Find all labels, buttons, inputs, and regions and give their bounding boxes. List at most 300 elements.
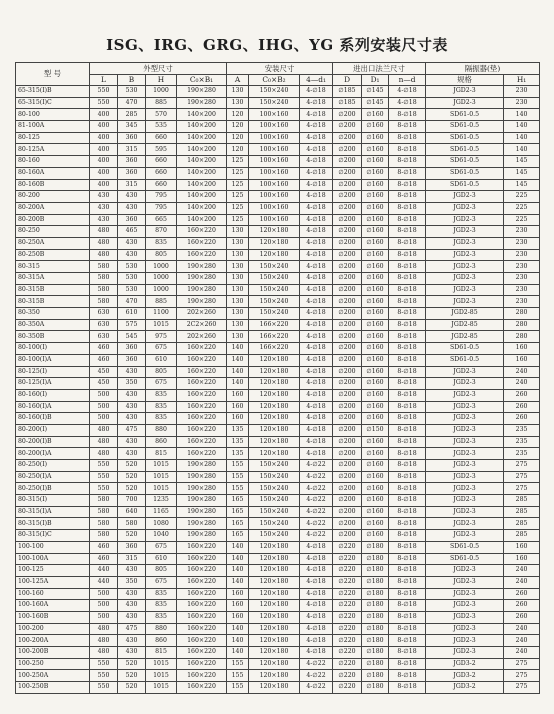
table-cell: ∅160 bbox=[362, 343, 389, 355]
table-cell: 440 bbox=[90, 576, 118, 588]
table-cell: 4-∅22 bbox=[300, 670, 333, 682]
table-row bbox=[16, 354, 540, 366]
table-cell: 450 bbox=[90, 366, 118, 378]
table-row bbox=[16, 97, 540, 109]
table-cell: 480 bbox=[90, 226, 118, 238]
table-cell: ∅200 bbox=[333, 273, 362, 285]
table-cell: 8-∅18 bbox=[389, 448, 426, 460]
table-cell: ∅200 bbox=[333, 202, 362, 214]
table-cell: 610 bbox=[118, 308, 146, 320]
table-cell: 4-∅18 bbox=[300, 378, 333, 390]
table-cell: 440 bbox=[90, 565, 118, 577]
table-cell: JGD3-2 bbox=[426, 658, 504, 670]
table-cell: 8-∅18 bbox=[389, 495, 426, 507]
table-cell: 430 bbox=[118, 202, 146, 214]
table-cell: 166×220 bbox=[249, 343, 300, 355]
model-cell: 100-160A bbox=[16, 600, 90, 612]
table-cell: ∅220 bbox=[333, 670, 362, 682]
table-row bbox=[16, 121, 540, 133]
table-cell: SD61-0.5 bbox=[426, 156, 504, 168]
table-cell: ∅160 bbox=[362, 179, 389, 191]
table-cell: 225 bbox=[504, 191, 540, 203]
table-cell: 160×220 bbox=[177, 343, 227, 355]
table-cell: 260 bbox=[504, 389, 540, 401]
table-cell: 275 bbox=[504, 460, 540, 472]
table-cell: 885 bbox=[146, 97, 177, 109]
table-cell: 160 bbox=[504, 354, 540, 366]
table-cell: JGD2-3 bbox=[426, 214, 504, 226]
table-row bbox=[16, 191, 540, 203]
table-cell: JGD2-3 bbox=[426, 366, 504, 378]
table-cell: 520 bbox=[118, 530, 146, 542]
table-cell: 795 bbox=[146, 202, 177, 214]
model-cell: 80-160B bbox=[16, 179, 90, 191]
table-cell: 155 bbox=[227, 682, 249, 694]
table-cell: ∅160 bbox=[362, 413, 389, 425]
header-L: L bbox=[90, 74, 118, 86]
table-cell: 360 bbox=[118, 343, 146, 355]
table-cell: 400 bbox=[90, 109, 118, 121]
header-4-d1: 4—d₁ bbox=[300, 74, 333, 86]
table-cell: 166×220 bbox=[249, 319, 300, 331]
table-cell: 275 bbox=[504, 658, 540, 670]
model-cell: 80-200B bbox=[16, 214, 90, 226]
table-cell: 120×180 bbox=[249, 226, 300, 238]
table-row bbox=[16, 156, 540, 168]
table-cell: ∅220 bbox=[333, 682, 362, 694]
table-row bbox=[16, 86, 540, 98]
table-cell: 4-∅18 bbox=[300, 319, 333, 331]
table-cell: JGD2-3 bbox=[426, 647, 504, 659]
table-cell: 870 bbox=[146, 226, 177, 238]
model-cell: 65-315(I)B bbox=[16, 86, 90, 98]
table-cell: 4-∅22 bbox=[300, 518, 333, 530]
table-cell: 1015 bbox=[146, 682, 177, 694]
table-cell: ∅160 bbox=[362, 144, 389, 156]
table-cell: 550 bbox=[90, 86, 118, 98]
header-B: B bbox=[118, 74, 146, 86]
table-cell: 675 bbox=[146, 378, 177, 390]
table-cell: 500 bbox=[90, 611, 118, 623]
table-cell: ∅160 bbox=[362, 167, 389, 179]
table-cell: JGD2-3 bbox=[426, 588, 504, 600]
table-cell: 805 bbox=[146, 249, 177, 261]
table-row bbox=[16, 366, 540, 378]
table-cell: 165 bbox=[227, 530, 249, 542]
table-cell: ∅200 bbox=[333, 471, 362, 483]
table-cell: 160×220 bbox=[177, 366, 227, 378]
table-cell: SD61-0.5 bbox=[426, 541, 504, 553]
table-cell: 4-∅18 bbox=[389, 97, 426, 109]
table-cell: 700 bbox=[118, 495, 146, 507]
table-cell: 1080 bbox=[146, 518, 177, 530]
table-cell: 8-∅18 bbox=[389, 331, 426, 343]
table-cell: 805 bbox=[146, 366, 177, 378]
table-cell: 130 bbox=[227, 284, 249, 296]
table-cell: 475 bbox=[118, 424, 146, 436]
table-cell: 160×220 bbox=[177, 401, 227, 413]
table-cell: 150×240 bbox=[249, 308, 300, 320]
table-cell: 1000 bbox=[146, 86, 177, 98]
table-cell: 430 bbox=[118, 191, 146, 203]
table-row bbox=[16, 401, 540, 413]
table-cell: 120×180 bbox=[249, 658, 300, 670]
header-D1: D₁ bbox=[362, 74, 389, 86]
table-cell: ∅200 bbox=[333, 424, 362, 436]
table-cell: 4-∅18 bbox=[300, 121, 333, 133]
table-cell: 190×280 bbox=[177, 261, 227, 273]
table-cell: ∅180 bbox=[362, 553, 389, 565]
table-cell: 160×220 bbox=[177, 424, 227, 436]
table-cell: 160×220 bbox=[177, 670, 227, 682]
table-cell: 4-∅18 bbox=[300, 553, 333, 565]
table-cell: 430 bbox=[118, 448, 146, 460]
table-cell: 120 bbox=[227, 121, 249, 133]
page-title: ISG、IRG、GRG、IHG、YG 系列安装尺寸表 bbox=[106, 36, 448, 54]
table-cell: 8-∅18 bbox=[389, 483, 426, 495]
table-cell: 140 bbox=[227, 647, 249, 659]
table-cell: 125 bbox=[227, 191, 249, 203]
table-cell: JGD3-2 bbox=[426, 682, 504, 694]
table-cell: 285 bbox=[504, 506, 540, 518]
model-cell: 100-100 bbox=[16, 541, 90, 553]
table-cell: 360 bbox=[118, 541, 146, 553]
table-cell: 630 bbox=[90, 308, 118, 320]
model-cell: 100-125A bbox=[16, 576, 90, 588]
model-cell: 100-200A bbox=[16, 635, 90, 647]
table-cell: 4-∅18 bbox=[300, 249, 333, 261]
table-cell: 8-∅18 bbox=[389, 530, 426, 542]
model-cell: 100-125 bbox=[16, 565, 90, 577]
table-cell: 430 bbox=[90, 214, 118, 226]
table-cell: 130 bbox=[227, 86, 249, 98]
table-row bbox=[16, 343, 540, 355]
table-cell: 8-∅18 bbox=[389, 389, 426, 401]
table-cell: 8-∅18 bbox=[389, 565, 426, 577]
table-cell: ∅185 bbox=[333, 97, 362, 109]
table-cell: 500 bbox=[90, 588, 118, 600]
table-cell: 4-∅18 bbox=[389, 86, 426, 98]
table-row bbox=[16, 261, 540, 273]
table-cell: 4-∅18 bbox=[300, 308, 333, 320]
table-cell: 165 bbox=[227, 506, 249, 518]
table-cell: 100×160 bbox=[249, 132, 300, 144]
table-cell: 550 bbox=[90, 658, 118, 670]
table-cell: 430 bbox=[118, 647, 146, 659]
header-row-2 bbox=[16, 74, 540, 86]
table-cell: JGD2-3 bbox=[426, 237, 504, 249]
table-cell: 8-∅18 bbox=[389, 261, 426, 273]
table-cell: ∅220 bbox=[333, 611, 362, 623]
table-cell: 275 bbox=[504, 483, 540, 495]
table-cell: 1040 bbox=[146, 530, 177, 542]
table-cell: 160×220 bbox=[177, 448, 227, 460]
table-cell: 1100 bbox=[146, 308, 177, 320]
table-cell: 580 bbox=[90, 296, 118, 308]
table-cell: ∅200 bbox=[333, 144, 362, 156]
table-cell: 400 bbox=[90, 144, 118, 156]
header-model: 型 号 bbox=[16, 63, 90, 86]
table-cell: ∅160 bbox=[362, 530, 389, 542]
table-cell: 430 bbox=[90, 202, 118, 214]
table-cell: ∅160 bbox=[362, 261, 389, 273]
header-D: D bbox=[333, 74, 362, 86]
table-cell: 530 bbox=[118, 86, 146, 98]
table-cell: 4-∅18 bbox=[300, 436, 333, 448]
table-cell: ∅160 bbox=[362, 518, 389, 530]
table-cell: ∅160 bbox=[362, 132, 389, 144]
table-cell: 4-∅18 bbox=[300, 565, 333, 577]
table-cell: 160 bbox=[227, 611, 249, 623]
table-cell: 8-∅18 bbox=[389, 413, 426, 425]
table-cell: 140 bbox=[227, 553, 249, 565]
header-c0b2: C₀×B₂ bbox=[249, 74, 300, 86]
table-cell: 150×240 bbox=[249, 530, 300, 542]
table-cell: 500 bbox=[90, 401, 118, 413]
table-cell: 8-∅18 bbox=[389, 296, 426, 308]
table-cell: 230 bbox=[504, 261, 540, 273]
table-cell: 4-∅18 bbox=[300, 576, 333, 588]
table-row bbox=[16, 413, 540, 425]
table-cell: 240 bbox=[504, 378, 540, 390]
table-cell: SD61-0.5 bbox=[426, 354, 504, 366]
table-cell: ∅160 bbox=[362, 237, 389, 249]
table-cell: 150×240 bbox=[249, 273, 300, 285]
model-cell: 80-200(I)B bbox=[16, 436, 90, 448]
table-cell: 4-∅22 bbox=[300, 460, 333, 472]
table-cell: 120×180 bbox=[249, 682, 300, 694]
table-cell: 8-∅18 bbox=[389, 436, 426, 448]
table-cell: 120×180 bbox=[249, 436, 300, 448]
table-cell: SD61-0.5 bbox=[426, 167, 504, 179]
table-row bbox=[16, 576, 540, 588]
table-cell: ∅220 bbox=[333, 565, 362, 577]
table-cell: 160×220 bbox=[177, 600, 227, 612]
table-cell: 835 bbox=[146, 600, 177, 612]
table-cell: ∅180 bbox=[362, 576, 389, 588]
table-row bbox=[16, 518, 540, 530]
table-cell: 530 bbox=[118, 273, 146, 285]
model-cell: 80-200(I)A bbox=[16, 448, 90, 460]
table-row bbox=[16, 647, 540, 659]
table-cell: 150×240 bbox=[249, 261, 300, 273]
table-cell: ∅160 bbox=[362, 284, 389, 296]
table-cell: JGD2-3 bbox=[426, 401, 504, 413]
table-cell: 4-∅18 bbox=[300, 97, 333, 109]
table-cell: 235 bbox=[504, 436, 540, 448]
table-cell: 520 bbox=[118, 658, 146, 670]
table-cell: 125 bbox=[227, 214, 249, 226]
table-cell: ∅180 bbox=[362, 623, 389, 635]
table-cell: 4-∅18 bbox=[300, 156, 333, 168]
table-cell: JGD2-3 bbox=[426, 97, 504, 109]
table-cell: 230 bbox=[504, 284, 540, 296]
table-cell: 100×160 bbox=[249, 144, 300, 156]
table-cell: 8-∅18 bbox=[389, 121, 426, 133]
table-cell: ∅160 bbox=[362, 460, 389, 472]
table-cell: 4-∅22 bbox=[300, 682, 333, 694]
table-cell: 160×220 bbox=[177, 389, 227, 401]
table-cell: 140 bbox=[227, 623, 249, 635]
table-cell: JGD2-85 bbox=[426, 308, 504, 320]
table-cell: 155 bbox=[227, 658, 249, 670]
table-cell: 120×180 bbox=[249, 237, 300, 249]
model-cell: 80-315A bbox=[16, 273, 90, 285]
table-cell: 160×220 bbox=[177, 647, 227, 659]
table-cell: JGD2-3 bbox=[426, 296, 504, 308]
table-cell: 120×180 bbox=[249, 448, 300, 460]
table-cell: 1235 bbox=[146, 495, 177, 507]
table-cell: 8-∅18 bbox=[389, 167, 426, 179]
table-cell: 285 bbox=[118, 109, 146, 121]
table-cell: 4-∅22 bbox=[300, 471, 333, 483]
table-cell: SD61-0.5 bbox=[426, 343, 504, 355]
table-cell: ∅160 bbox=[362, 366, 389, 378]
table-cell: 430 bbox=[118, 249, 146, 261]
table-cell: 470 bbox=[118, 97, 146, 109]
table-cell: JGD2-3 bbox=[426, 460, 504, 472]
table-cell: 8-∅18 bbox=[389, 401, 426, 413]
header-A: A bbox=[227, 74, 249, 86]
table-cell: 8-∅18 bbox=[389, 600, 426, 612]
table-cell: 100×160 bbox=[249, 109, 300, 121]
table-cell: ∅160 bbox=[362, 483, 389, 495]
table-row bbox=[16, 541, 540, 553]
table-cell: 8-∅18 bbox=[389, 518, 426, 530]
table-row bbox=[16, 319, 540, 331]
table-cell: 275 bbox=[504, 471, 540, 483]
table-cell: 235 bbox=[504, 424, 540, 436]
table-cell: 1015 bbox=[146, 483, 177, 495]
model-cell: 80-350B bbox=[16, 331, 90, 343]
table-cell: 125 bbox=[227, 156, 249, 168]
table-cell: 280 bbox=[504, 331, 540, 343]
table-row bbox=[16, 226, 540, 238]
table-cell: JGD2-3 bbox=[426, 518, 504, 530]
table-cell: JGD2-3 bbox=[426, 261, 504, 273]
table-cell: 4-∅18 bbox=[300, 600, 333, 612]
table-cell: ∅160 bbox=[362, 296, 389, 308]
table-row bbox=[16, 389, 540, 401]
table-cell: 285 bbox=[504, 518, 540, 530]
table-cell: 1015 bbox=[146, 658, 177, 670]
model-cell: 80-315(I)C bbox=[16, 530, 90, 542]
table-cell: 150×240 bbox=[249, 284, 300, 296]
table-cell: 140 bbox=[504, 132, 540, 144]
table-cell: 8-∅18 bbox=[389, 471, 426, 483]
table-cell: 160×220 bbox=[177, 413, 227, 425]
table-cell: 8-∅18 bbox=[389, 284, 426, 296]
table-cell: 835 bbox=[146, 611, 177, 623]
table-cell: 430 bbox=[118, 565, 146, 577]
table-row bbox=[16, 658, 540, 670]
table-cell: 120×180 bbox=[249, 413, 300, 425]
table-cell: 550 bbox=[90, 460, 118, 472]
table-cell: 500 bbox=[90, 413, 118, 425]
table-cell: ∅180 bbox=[362, 565, 389, 577]
table-cell: 140 bbox=[504, 144, 540, 156]
table-cell: JGD2-3 bbox=[426, 389, 504, 401]
table-cell: JGD2-3 bbox=[426, 576, 504, 588]
table-cell: 520 bbox=[118, 670, 146, 682]
table-cell: ∅200 bbox=[333, 284, 362, 296]
table-cell: 8-∅18 bbox=[389, 109, 426, 121]
table-cell: 225 bbox=[504, 214, 540, 226]
table-cell: 4-∅18 bbox=[300, 296, 333, 308]
table-cell: 4-∅22 bbox=[300, 506, 333, 518]
table-cell: 8-∅18 bbox=[389, 588, 426, 600]
table-cell: JGD2-3 bbox=[426, 623, 504, 635]
table-cell: 120×180 bbox=[249, 378, 300, 390]
table-cell: 4-∅18 bbox=[300, 191, 333, 203]
table-cell: 675 bbox=[146, 343, 177, 355]
table-cell: 460 bbox=[90, 343, 118, 355]
table-cell: ∅220 bbox=[333, 553, 362, 565]
table-cell: 400 bbox=[90, 132, 118, 144]
table-row bbox=[16, 635, 540, 647]
table-cell: JGD2-3 bbox=[426, 506, 504, 518]
table-cell: 550 bbox=[90, 471, 118, 483]
table-cell: SD61-0.5 bbox=[426, 144, 504, 156]
table-cell: 520 bbox=[118, 483, 146, 495]
table-cell: 4-∅18 bbox=[300, 541, 333, 553]
table-cell: 4-∅18 bbox=[300, 144, 333, 156]
table-cell: 140 bbox=[504, 121, 540, 133]
table-cell: 315 bbox=[118, 144, 146, 156]
table-cell: ∅200 bbox=[333, 354, 362, 366]
table-cell: 190×280 bbox=[177, 460, 227, 472]
table-cell: 155 bbox=[227, 483, 249, 495]
table-row bbox=[16, 109, 540, 121]
table-body bbox=[16, 86, 540, 694]
table-cell: 260 bbox=[504, 413, 540, 425]
table-row bbox=[16, 436, 540, 448]
table-cell: 660 bbox=[146, 132, 177, 144]
table-cell: ∅200 bbox=[333, 319, 362, 331]
table-cell: 135 bbox=[227, 436, 249, 448]
table-cell: 4-∅18 bbox=[300, 284, 333, 296]
table-cell: 480 bbox=[90, 424, 118, 436]
table-cell: 140×200 bbox=[177, 179, 227, 191]
table-cell: 4-∅18 bbox=[300, 611, 333, 623]
table-row bbox=[16, 483, 540, 495]
model-cell: 80-315B bbox=[16, 296, 90, 308]
table-cell: 120×180 bbox=[249, 588, 300, 600]
table-cell: 240 bbox=[504, 565, 540, 577]
table-cell: 150×240 bbox=[249, 483, 300, 495]
table-row bbox=[16, 378, 540, 390]
table-cell: ∅160 bbox=[362, 191, 389, 203]
table-cell: 160×220 bbox=[177, 588, 227, 600]
table-cell: 4-∅22 bbox=[300, 530, 333, 542]
table-cell: 130 bbox=[227, 273, 249, 285]
table-cell: 166×220 bbox=[249, 331, 300, 343]
header-n-d: n—d bbox=[389, 74, 426, 86]
model-cell: 80-250A bbox=[16, 237, 90, 249]
table-cell: JGD2-3 bbox=[426, 635, 504, 647]
table-cell: 100×160 bbox=[249, 167, 300, 179]
table-cell: 345 bbox=[118, 121, 146, 133]
table-cell: 140 bbox=[227, 635, 249, 647]
table-cell: ∅145 bbox=[362, 97, 389, 109]
table-row bbox=[16, 600, 540, 612]
table-cell: 1000 bbox=[146, 284, 177, 296]
table-cell: 160 bbox=[227, 413, 249, 425]
table-cell: 120×180 bbox=[249, 635, 300, 647]
table-cell: 150×240 bbox=[249, 296, 300, 308]
table-cell: 660 bbox=[146, 156, 177, 168]
table-cell: ∅160 bbox=[362, 202, 389, 214]
